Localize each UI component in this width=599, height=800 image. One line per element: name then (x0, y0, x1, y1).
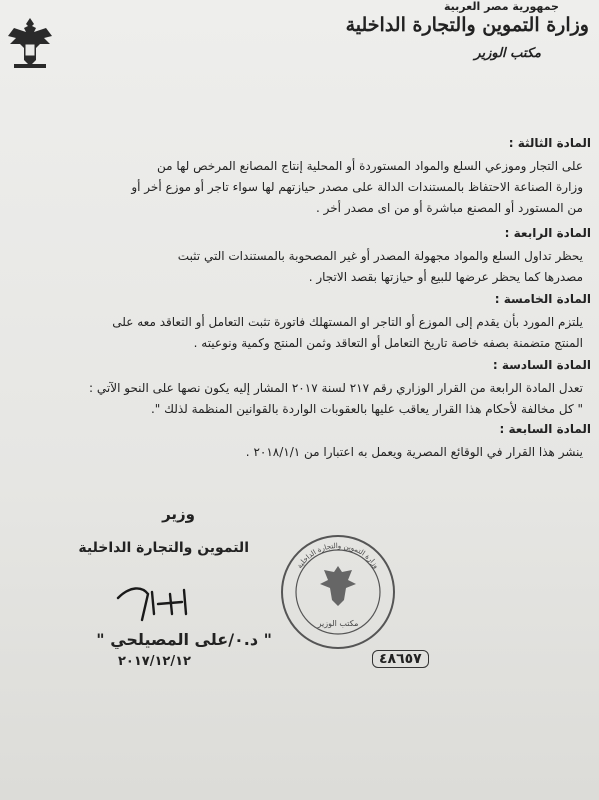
article-line: وزارة الصناعة الاحتفاظ بالمستندات الدالة على مصدر حيازتهم لها سواء تاجر أو موزع أخر أو (131, 180, 583, 194)
stamp-number: ٤٨٦٥٧ (372, 650, 429, 668)
signature-date: ٢٠١٧/١٢/١٢ (118, 654, 191, 669)
signature-name: " د.٠/على المصيلحي " (96, 630, 272, 649)
article-line: تعدل المادة الرابعة من القرار الوزاري رقم ٢١٧ لسنة ٢٠١٧ المشار إليه يكون نصها على النحو الآتي : (89, 381, 583, 395)
article-line: مصدرها كما يحظر عرضها للبيع أو حيازتها بقصد الاتجار . (308, 270, 583, 284)
header-country: جمهورية مصر العربية (444, 0, 559, 13)
stamp-office: مكتب الوزير (317, 619, 359, 628)
signature-ministry: التموين والتجارة الداخلية (78, 540, 249, 556)
article-line: يحظر تداول السلع والمواد مجهولة المصدر أو غير المصحوبة بالمستندات التي تثبت (177, 249, 583, 263)
handwritten-signature (112, 580, 232, 625)
svg-text:وزارة التموين والتجارة الداخلي (296, 542, 381, 570)
article-body (23, 378, 583, 420)
article-line: يلتزم المورد بأن يقدم إلى الموزع أو التاجر او المستهلك فاتورة تثبت التعامل أو التعاقد معه على (112, 315, 583, 329)
article-line: ينشر هذا القرار في الوقائع المصرية ويعمل به اعتبارا من ٢٠١٨/١/١ . (245, 445, 583, 459)
article-title: المادة الخامسة : (495, 292, 591, 306)
article-body (23, 246, 583, 288)
header-office: مكتب الوزير (474, 46, 541, 61)
article-line: على التجار وموزعي السلع والمواد المستوردة أو المحلية إنتاج المصانع المرخص لها من (157, 159, 583, 173)
article-title: المادة الثالثة : (509, 136, 591, 150)
eagle-emblem-icon (6, 14, 54, 70)
article-title: المادة السادسة : (493, 358, 591, 372)
signature-title: وزير (162, 505, 195, 523)
article-body (23, 442, 583, 463)
article-body (23, 156, 583, 219)
article-title: المادة الرابعة : (505, 226, 591, 240)
article-line: من المستورد أو المصنع مباشرة أو من اى مصدر أخر . (316, 201, 583, 215)
stamp-text: وزارة التموين والتجارة الداخلية (295, 541, 381, 570)
official-stamp (278, 530, 398, 660)
article-body (23, 312, 583, 354)
article-line: " كل مخالفة لأحكام هذا القرار يعاقب عليها بالعقوبات الواردة بالقوانين المنظمة لذلك ". (150, 402, 583, 416)
article-title: المادة السابعة : (500, 422, 591, 436)
header-ministry: وزارة التموين والتجارة الداخلية (345, 14, 589, 36)
article-line: المنتج متضمنة بصفه خاصة تاريخ التعامل أو التعاقد وثمن المنتج وكمية ونوعيته . (193, 336, 583, 350)
